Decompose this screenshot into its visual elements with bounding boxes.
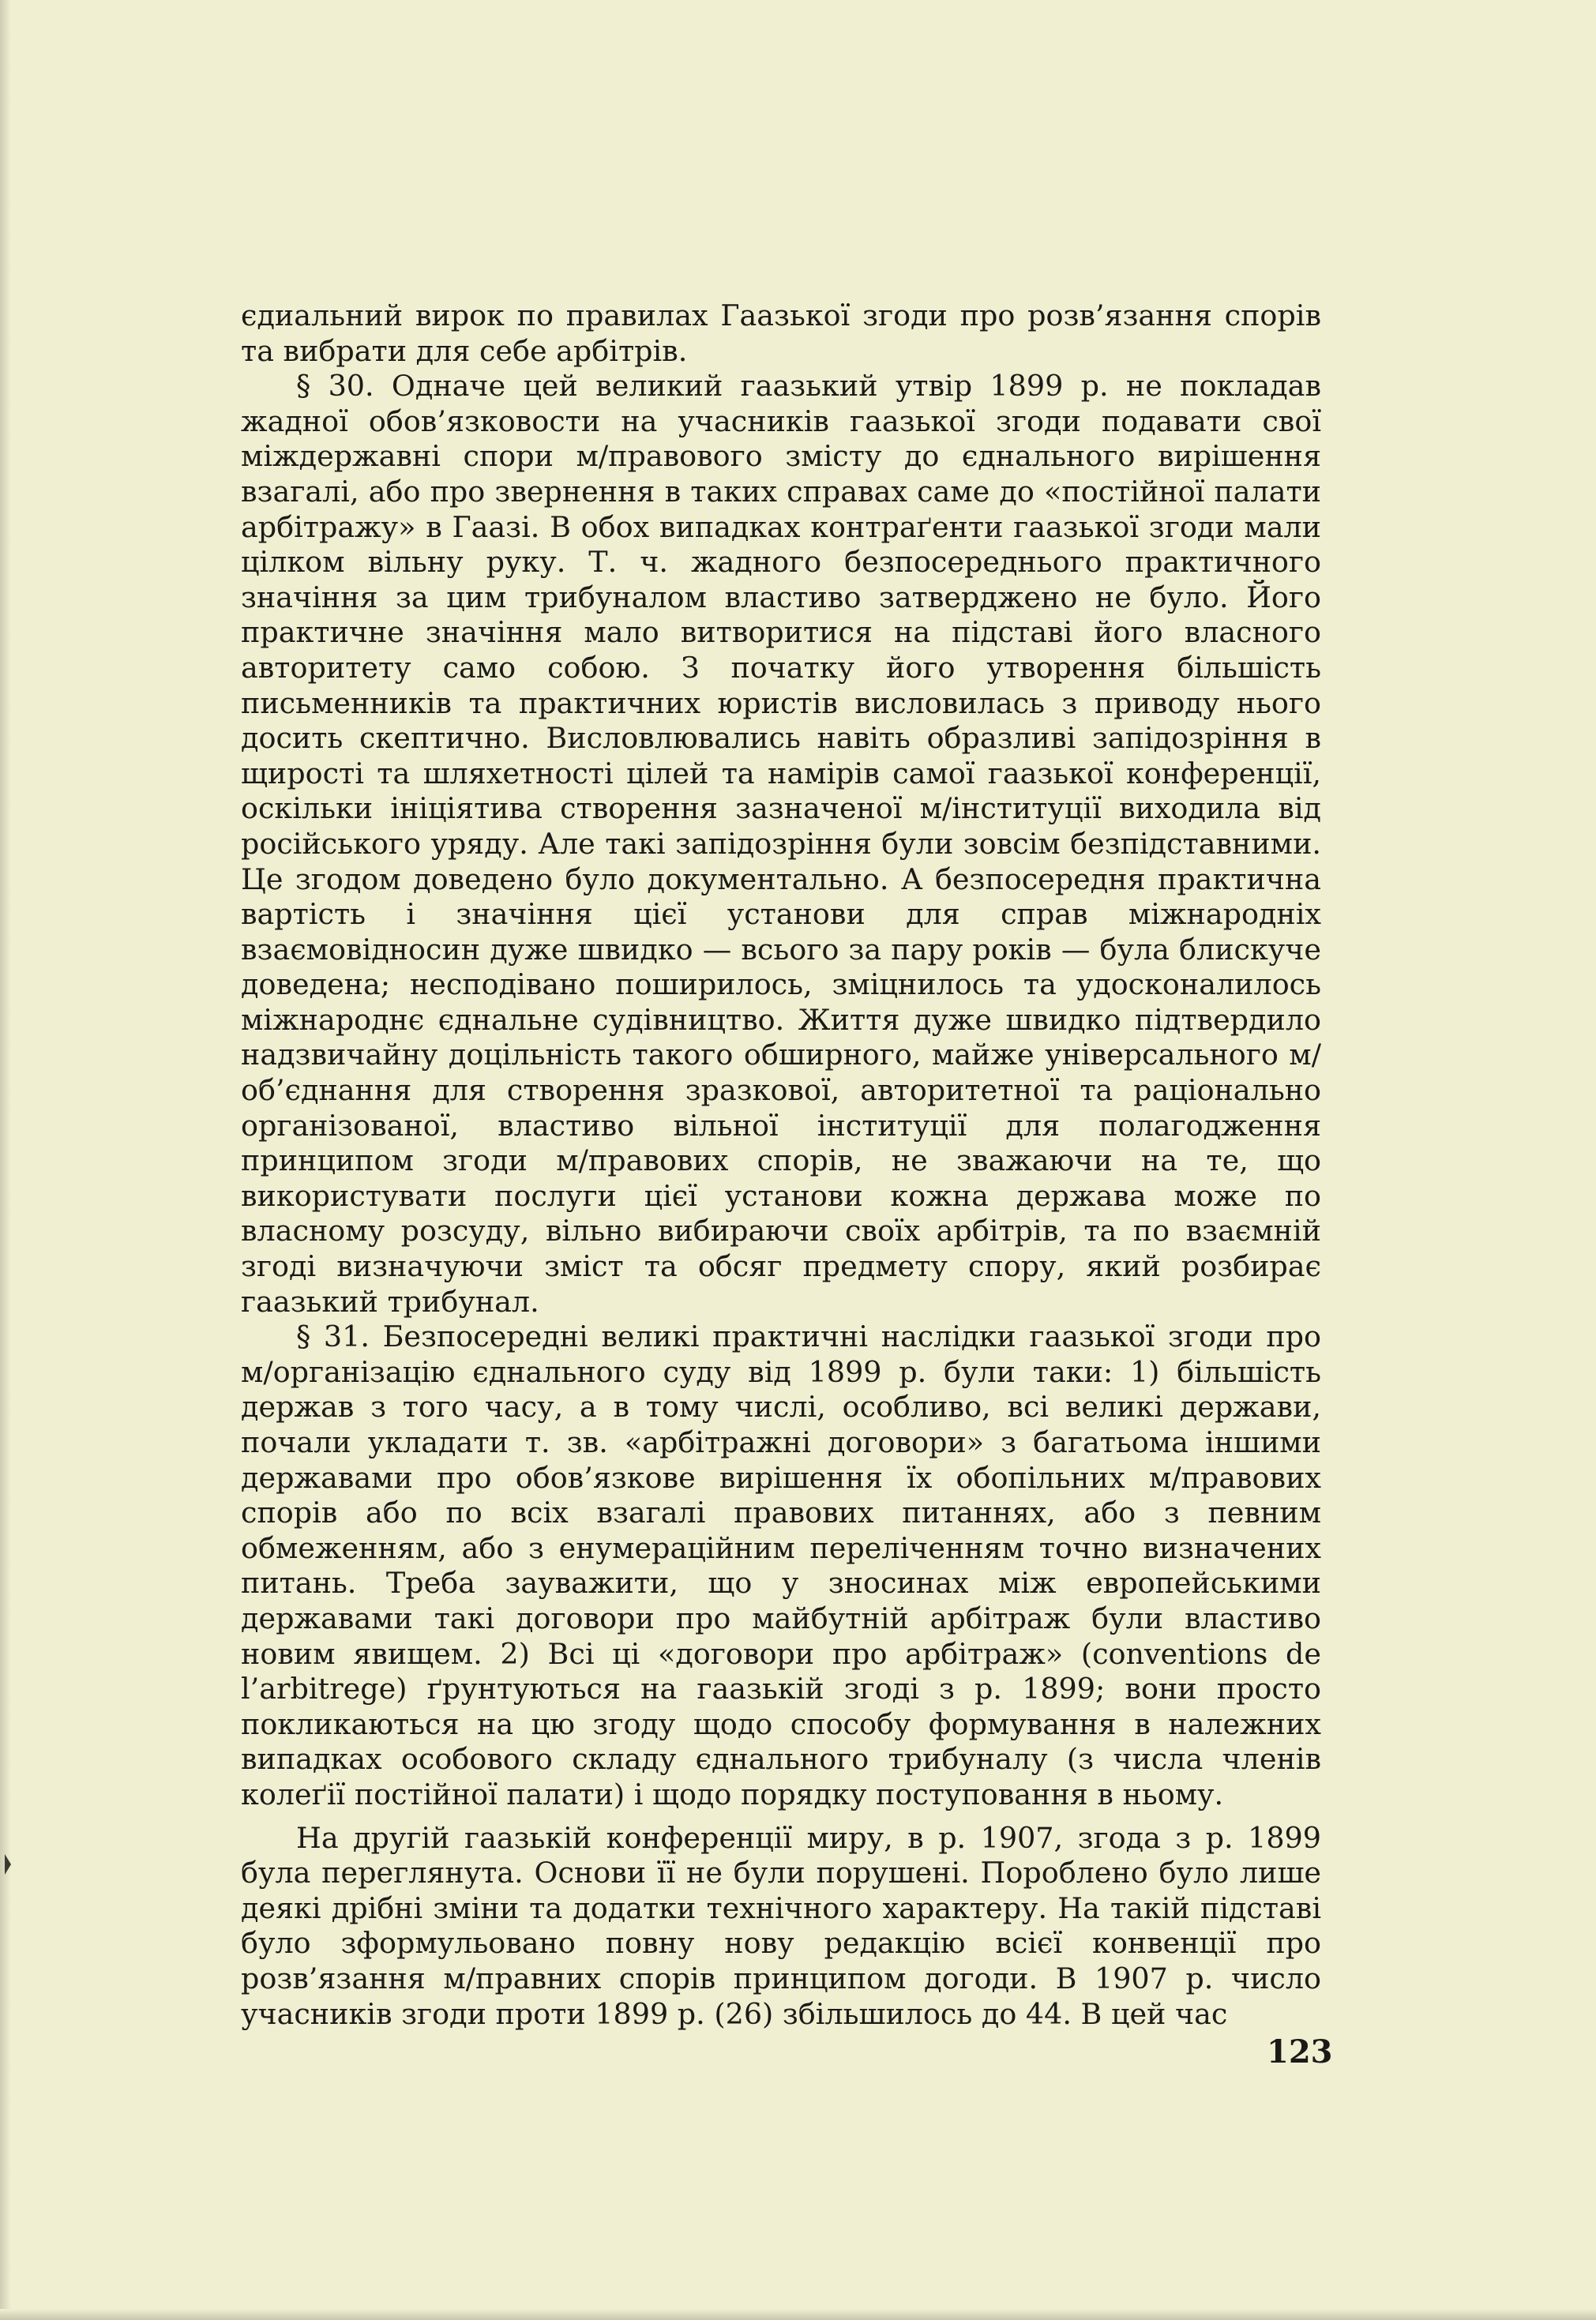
page-edge-bottom — [0, 2309, 1596, 2320]
paragraph-section-30: § 30. Одначе цей великий гаазький утвір 1899 р. не покладав жадної обов’язковости на учасників гаазької згоди подавати свої міждержавні спори м/правового змісту до єднального вирішення взагалі, або про звернення в таких справах саме до «постійної палати арбітражу» в Гаазі. В обох випадках контраґенти гаазької згоди мали цілком вільну руку. Т. ч. жадного безпосереднього практичного значіння за цим трибуналом властиво затверджено не було. Його практичне значіння мало витворитися на підставі його власного авторитету само собою. З початку його утворення більшість письменників та практичних юристів висловилась з приводу нього досить скептично. Висловлювались навіть образливі запідозріння в щирості та шляхетності цілей та намірів самої гаазької конференції, оскільки ініціятива створення зазначеної м/інституції виходила від російського уряду. Але такі запідозріння були зовсім безпідставними. Це згодом доведено було документально. А безпосередня практична вартість і значіння цієї установи для справ міжнародніх взаємовідносин дуже швидко — всього за пару років — була блискуче доведена; несподівано поширилось, зміцнилось та удосконалилось міжнароднє єднальне судівництво. Життя дуже швидко підтвердило надзвичайну доцільність такого обширного, майже універсального м/об’єднання для створення зразкової, авторитетної та раціонально організованої, властиво вільної інституції для полагодження принципом згоди м/правових спорів, не зважаючи на те, що використувати послуги цієї установи кожна держава може по власному розсуду, вільно вибираючи своїх арбітрів, та по взаємній згоді визначуючи зміст та обсяг предмету спору, який розбирає гаазький трибунал. — [241, 369, 1321, 1319]
paragraph-section-31: § 31. Безпосередні великі практичні наслідки гаазької згоди про м/організацію єднального суду від 1899 р. були таки: 1) більшість держав з того часу, а в тому числі, особливо, всі великі держави, почали укладати т. зв. «арбітражні договори» з багатьома іншими державами про обов’язкове вирішення їх обопільних м/правових спорів або по всіх взагалі правових питаннях, або з певним обмеженням, або з енумераційним переліченням точно визначених питань. Треба зауважити, що у зносинах між европейськими державами такі договори про майбутній арбітраж були властиво новим явищем. 2) Всі ці «договори про арбітраж» (conventions de l’arbitrege) ґрунтуються на гаазькій згоді з р. 1899; вони просто покликаються на цю згоду щодо способу формування в належних випадках особового складу єднального трибуналу (з числа членів колеґії постійної палати) і щодо порядку поступовання в ньому. — [241, 1320, 1321, 1811]
paragraph-continuation: єдиальний вирок по правилах Гаазької згоди про розв’язання спорів та вибрати для себе арбітрів. — [241, 298, 1321, 368]
page-number: 123 — [1267, 2033, 1333, 2070]
document-body — [241, 298, 1321, 2032]
paragraph-hague-1907: На другій гаазькій конференції миру, в р. 1907, згода з р. 1899 була переглянута. Основи її не були порушені. Пороблено було лише деякі дрібні зміни та додатки технічного характеру. На такій підставі було зформульовано повну нову редакцію всієї конвенції про розв’язання м/правних спорів принципом догоди. В 1907 р. число учасників згоди проти 1899 р. (26) збільшилось до 44. В цей час — [241, 1820, 1321, 2031]
page-edge-left — [0, 0, 11, 2320]
